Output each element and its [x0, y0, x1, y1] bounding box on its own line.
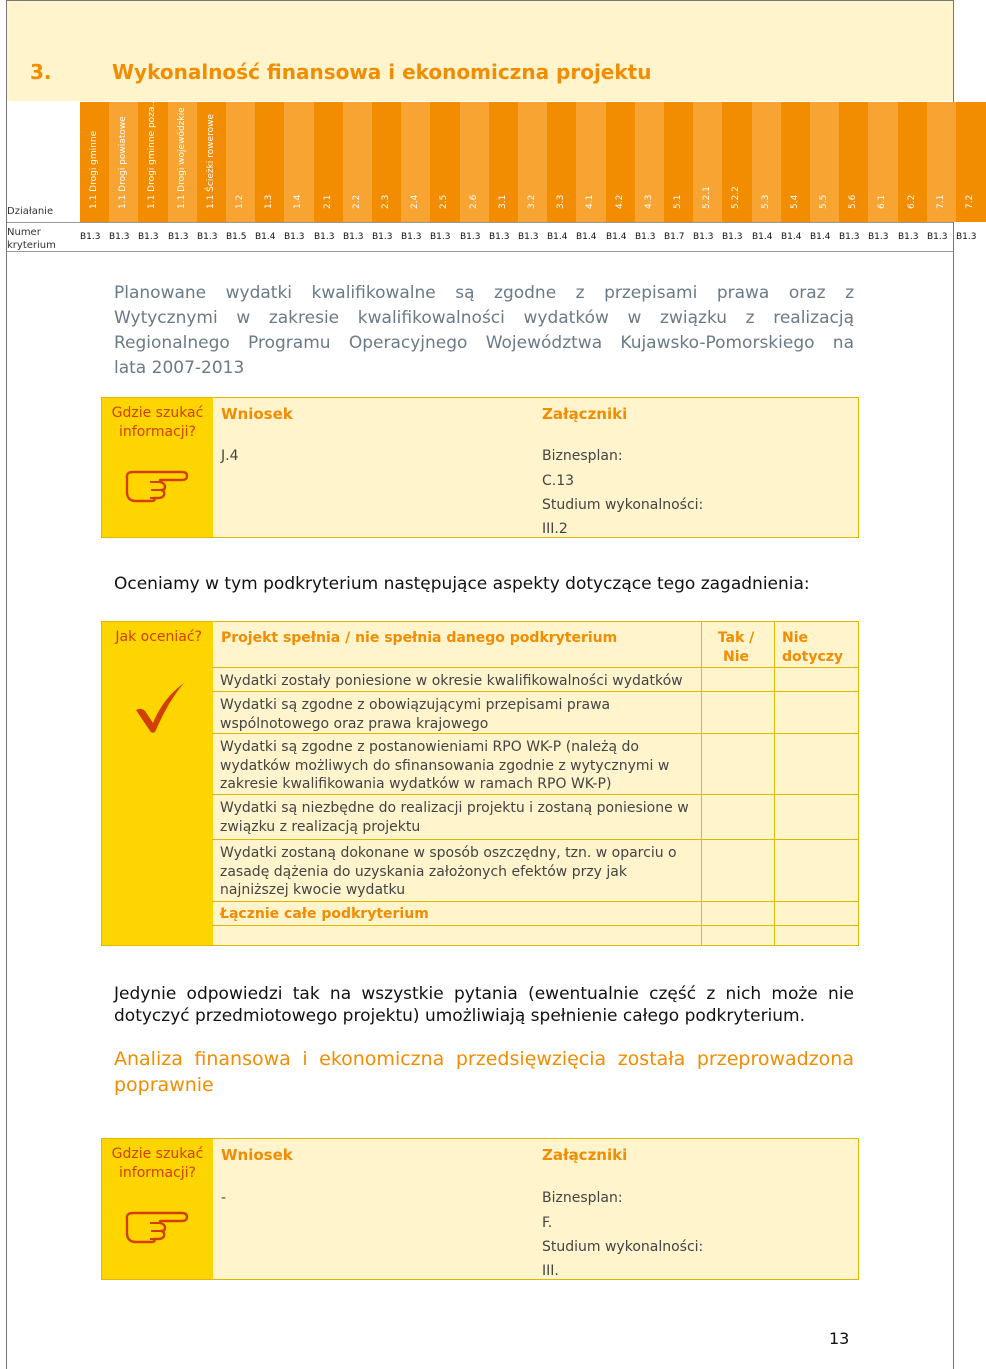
how-cell	[102, 622, 213, 945]
action-label: 2.3	[380, 194, 391, 209]
eval-row	[212, 839, 859, 902]
criterion-code: B1.3	[109, 232, 130, 242]
criterion-heading-line: Regionalnego Programu Operacyjnego Województwa Kujawsko-Pomorskiego na	[114, 333, 854, 353]
criterion-code: B1.3	[138, 232, 159, 242]
criterion-code: B1.3	[430, 232, 451, 242]
criterion-code: B1.4	[752, 232, 773, 242]
criterion-code: B1.3	[489, 232, 510, 242]
criterion-code: B1.3	[314, 232, 335, 242]
table-column-header	[518, 102, 547, 219]
criterion-code: B1.5	[226, 232, 247, 242]
criterion-code: B1.3	[927, 232, 948, 242]
criterion-code: B1.3	[343, 232, 364, 242]
action-label: 3.3	[555, 194, 566, 209]
action-label: 5.1	[672, 194, 683, 209]
criterion-code: B1.4	[547, 232, 568, 242]
criterion-code: B1.3	[372, 232, 393, 242]
table-column-header	[489, 102, 518, 219]
summary-line: Jedynie odpowiedzi tak na wszystkie pytania (ewentualnie część z nich może nie	[114, 984, 854, 1004]
row-label-criterion-2: kryterium	[7, 240, 56, 251]
attachment-item: Studium wykonalności:	[542, 1239, 704, 1255]
criterion-code: B1.3	[197, 232, 218, 242]
table-column-header	[839, 102, 868, 219]
where-cell	[102, 398, 213, 537]
action-label: 5.6	[847, 194, 858, 209]
attachment-item: Biznesplan:	[542, 1190, 623, 1206]
where-label: Gdzie szukać informacji?	[111, 405, 204, 440]
action-label: 1.4	[292, 194, 303, 209]
action-label: 1.1 Drogi gminne	[88, 130, 99, 209]
action-label: 2.1	[322, 194, 333, 209]
action-label: 4.2	[614, 194, 625, 209]
criterion-code: B1.3	[693, 232, 714, 242]
attachment-item: F.	[542, 1215, 553, 1231]
table-column-header	[430, 102, 459, 219]
pointing-hand-icon	[124, 1209, 190, 1243]
table-column-header	[460, 102, 489, 219]
eval-row-text: Wydatki zostały poniesione w okresie kwalifikowalności wydatków	[220, 673, 683, 689]
eval-row	[212, 794, 859, 839]
criterion-heading-line: lata 2007-2013	[114, 358, 245, 378]
table-column-header	[226, 102, 255, 219]
row-label-criterion-1: Numer	[7, 227, 41, 238]
criterion-code: B1.3	[898, 232, 919, 242]
table-bottom-line	[7, 251, 953, 252]
table-column-header	[635, 102, 664, 219]
application-header: Wniosek	[221, 405, 293, 423]
where-label: Gdzie szukać informacji?	[111, 1146, 204, 1181]
criterion-heading-line: Wytycznymi w zakresie kwalifikowalności wydatków w związku z realizacją	[114, 308, 854, 328]
action-label: 1.1 Ścieżki rowerowe	[205, 114, 216, 209]
criterion-code: B1.3	[722, 232, 743, 242]
criterion-code: B1.3	[839, 232, 860, 242]
action-label: 2.6	[468, 194, 479, 209]
attachments-header: Załączniki	[542, 1146, 628, 1164]
table-column-header	[372, 102, 401, 219]
action-label: 1.1 Drogi wojewódzkie	[176, 107, 187, 209]
attachment-item: III.2	[542, 521, 568, 537]
action-label: 7.1	[935, 194, 946, 209]
eval-header-yes-no: Tak / Nie	[717, 630, 755, 665]
action-label: 1.1 Drogi powiatowe	[117, 116, 128, 209]
info-box-where	[101, 397, 859, 538]
table-column-header	[606, 102, 635, 219]
table-column-header	[781, 102, 810, 219]
criterion-code: B1.4	[781, 232, 802, 242]
eval-header-not-applicable: Nie dotyczy	[782, 630, 844, 665]
action-label: 5.4	[789, 194, 800, 209]
table-column-header	[547, 102, 576, 219]
subcriterion-heading	[114, 1046, 854, 1098]
checkmark-icon	[132, 680, 187, 735]
row-label-action: Działanie	[7, 206, 54, 217]
table-column-header	[664, 102, 693, 219]
table-column-header	[197, 102, 226, 219]
table-column-header	[956, 102, 985, 219]
attachment-item: Studium wykonalności:	[542, 497, 704, 513]
criterion-code: B1.3	[80, 232, 101, 242]
table-column-header	[927, 102, 956, 219]
section-title	[30, 60, 651, 84]
eval-row-bottom-line	[212, 925, 859, 926]
attachment-item: C.13	[542, 473, 575, 489]
info-box-where-2	[101, 1138, 859, 1280]
criterion-heading-line: Planowane wydatki kwalifikowalne są zgodne z przepisami prawa oraz z	[114, 283, 854, 303]
table-column-header	[810, 102, 839, 219]
eval-box	[101, 621, 859, 946]
table-column-header	[693, 102, 722, 219]
action-label: 3.1	[497, 194, 508, 209]
eval-row-text: Wydatki są niezbędne do realizacji projektu i zostaną poniesione w związku z realizacją projektu	[220, 800, 689, 835]
table-column-header	[284, 102, 313, 219]
where-cell	[102, 1139, 213, 1279]
table-column-header	[109, 102, 138, 219]
action-label: 2.2	[351, 194, 362, 209]
action-label: 2.4	[409, 194, 420, 209]
criterion-code: B1.3	[284, 232, 305, 242]
table-column-header	[898, 102, 927, 219]
eval-row-text: Wydatki zostaną dokonane w sposób oszczędny, tzn. w oparciu o zasadę dążenia do uzyskania założonych efektów przy jak najniższej kwocie wydatku	[220, 845, 677, 898]
section-title-text: Wykonalność finansowa i ekonomiczna projektu	[112, 60, 652, 84]
table-column-header	[868, 102, 897, 219]
action-label: 7.2	[964, 194, 975, 209]
application-header: Wniosek	[221, 1146, 293, 1164]
table-divider	[7, 222, 953, 223]
summary-line: dotyczyć przedmiotowego projektu) umożliwiają spełnienie całego podkryterium.	[114, 1006, 806, 1026]
eval-row-text: Wydatki są zgodne z obowiązującymi przepisami prawa wspólnotowego oraz prawa krajowego	[220, 697, 611, 732]
attachments-header: Załączniki	[542, 405, 628, 423]
table-column-header	[255, 102, 284, 219]
subcriterion-heading-line: Analiza finansowa i ekonomiczna przedsięwzięcia została przeprowadzona	[114, 1048, 854, 1070]
table-column-header	[576, 102, 605, 219]
table-column-header	[401, 102, 430, 219]
attachment-item: III.	[542, 1263, 559, 1279]
subcriterion-heading-line: poprawnie	[114, 1074, 214, 1096]
eval-header-project: Projekt spełnia / nie spełnia danego podkryterium	[221, 630, 618, 646]
table-column-header	[314, 102, 343, 219]
table-column-header	[168, 102, 197, 219]
table-column-header	[138, 97, 167, 219]
eval-total-label: Łącznie całe podkryterium	[220, 906, 429, 922]
action-label: 5.2.2	[730, 186, 741, 209]
criterion-code: B1.3	[868, 232, 889, 242]
criterion-code: B1.3	[635, 232, 656, 242]
table-column-header	[80, 102, 109, 219]
eval-row	[212, 691, 859, 735]
application-value: -	[221, 1190, 227, 1206]
criterion-code: B1.7	[664, 232, 685, 242]
action-label: 1.1 Drogi gminne poza...	[146, 97, 157, 209]
action-label: 5.3	[760, 194, 771, 209]
action-label: 6.1	[876, 194, 887, 209]
table-column-header	[752, 102, 781, 219]
action-label: 6.2	[906, 194, 917, 209]
action-label: 3.2	[526, 194, 537, 209]
criterion-code: B1.3	[956, 232, 977, 242]
aspects-intro: Oceniamy w tym podkryterium następujące aspekty dotyczące tego zagadnienia:	[114, 574, 810, 594]
summary-text	[114, 983, 854, 1027]
action-label: 4.1	[584, 194, 595, 209]
criterion-code: B1.3	[460, 232, 481, 242]
eval-row	[212, 733, 859, 795]
table-column-header	[722, 102, 751, 219]
action-label: 1.3	[263, 194, 274, 209]
action-label: 1.2	[234, 194, 245, 209]
header-band	[7, 1, 953, 101]
attachment-item: Biznesplan:	[542, 448, 623, 464]
action-label: 5.5	[818, 194, 829, 209]
table-column-header	[343, 102, 372, 219]
action-label: 4.3	[643, 194, 654, 209]
action-label: 5.2.1	[701, 186, 712, 209]
criterion-code: B1.4	[810, 232, 831, 242]
page-number: 13	[829, 1329, 850, 1348]
application-value: J.4	[221, 448, 239, 464]
criterion-code: B1.4	[576, 232, 597, 242]
criterion-code: B1.4	[255, 232, 276, 242]
criterion-code: B1.4	[606, 232, 627, 242]
criterion-code: B1.3	[401, 232, 422, 242]
how-label: Jak oceniać?	[115, 629, 202, 645]
pointing-hand-icon	[124, 468, 190, 502]
section-number: 3.	[30, 60, 52, 84]
eval-row-total	[212, 901, 859, 927]
action-label: 2.5	[438, 194, 449, 209]
criterion-code: B1.3	[518, 232, 539, 242]
criterion-code: B1.3	[168, 232, 189, 242]
criterion-heading	[114, 281, 854, 381]
eval-row-text: Wydatki są zgodne z postanowieniami RPO WK-P (należą do wydatków możliwych do sfinansowania zgodnie z wytycznymi w zakresie kwalifikowania wydatków w ramach RPO WK-P)	[220, 739, 670, 792]
